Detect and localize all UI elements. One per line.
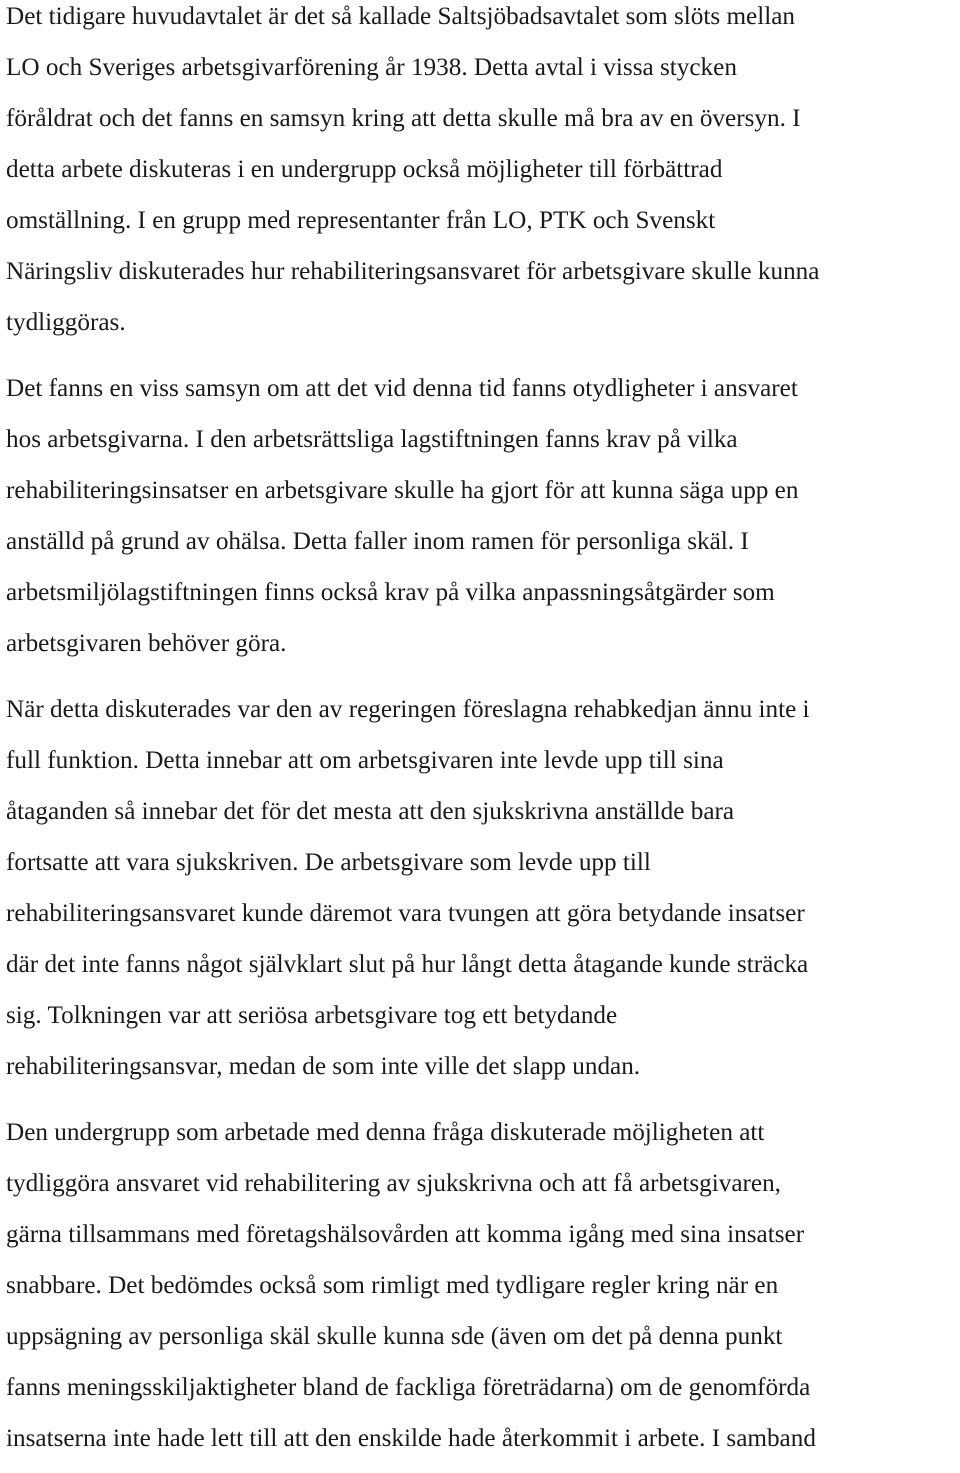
text-line: anställd på grund av ohälsa. Detta faller inom ramen för personliga skäl. I	[6, 528, 749, 555]
text-line: fanns meningsskiljaktigheter bland de fackliga företrädarna) om de genomförda	[6, 1374, 811, 1401]
text-line: där det inte fanns något självklart slut på hur långt detta åtagande kunde sträcka	[6, 951, 809, 978]
text-line: fortsatte att vara sjukskriven. De arbetsgivare som levde upp till	[6, 849, 651, 876]
text-line: uppsägning av personliga skäl skulle kunna sde (även om det på denna punkt	[6, 1323, 783, 1350]
text-line: rehabiliteringsansvaret kunde däremot vara tvungen att göra betydande insatser	[6, 900, 805, 927]
text-line: arbetsmiljölagstiftningen finns också krav på vilka anpassningsåtgärder som	[6, 579, 775, 606]
text-line: åtaganden så innebar det för det mesta att den sjukskrivna anställde bara	[6, 798, 735, 825]
text-line: tydliggöras.	[6, 309, 126, 336]
text-line: detta arbete diskuteras i en undergrupp också möjligheter till förbättrad	[6, 156, 723, 183]
text-line: insatserna inte hade lett till att den enskilde hade återkommit i arbete. I samband	[6, 1425, 816, 1452]
text-line: Näringsliv diskuterades hur rehabiliteringsansvaret för arbetsgivare skulle kunna	[6, 258, 820, 285]
text-line: rehabiliteringsinsatser en arbetsgivare skulle ha gjort för att kunna säga upp en	[6, 477, 799, 504]
text-line: snabbare. Det bedömdes också som rimligt med tydligare regler kring när en	[6, 1272, 779, 1299]
paragraph-undergrupp	[6, 1107, 960, 1464]
text-line: arbetsgivaren behöver göra.	[6, 630, 287, 657]
text-line: tydliggöra ansvaret vid rehabilitering av sjukskrivna och att få arbetsgivaren,	[6, 1170, 781, 1197]
paragraph-rehabkedjan	[6, 684, 960, 1092]
text-line: Det tidigare huvudavtalet är det så kallade Saltsjöbadsavtalet som slöts mellan	[6, 3, 795, 30]
paragraph-saltsjobadsavtalet	[6, 0, 960, 348]
text-line: När detta diskuterades var den av regeringen föreslagna rehabkedjan ännu inte i	[6, 696, 810, 723]
text-line: föråldrat och det fanns en samsyn kring att detta skulle må bra av en översyn. I	[6, 105, 801, 132]
text-line: sig. Tolkningen var att seriösa arbetsgivare tog ett betydande	[6, 1002, 618, 1029]
text-line: Det fanns en viss samsyn om att det vid denna tid fanns otydligheter i ansvaret	[6, 375, 798, 402]
text-line: rehabiliteringsansvar, medan de som inte ville det slapp undan.	[6, 1053, 641, 1080]
text-line: full funktion. Detta innebar att om arbetsgivaren inte levde upp till sina	[6, 747, 724, 774]
text-line: omställning. I en grupp med representanter från LO, PTK och Svenskt	[6, 207, 716, 234]
text-line: gärna tillsammans med företagshälsovården att komma igång med sina insatser	[6, 1221, 805, 1248]
text-line: LO och Sveriges arbetsgivarförening år 1938. Detta avtal i vissa stycken	[6, 54, 737, 81]
text-line: hos arbetsgivarna. I den arbetsrättsliga lagstiftningen fanns krav på vilka	[6, 426, 738, 453]
text-line: Den undergrupp som arbetade med denna fråga diskuterade möjligheten att	[6, 1119, 765, 1146]
paragraph-otydligheter-ansvaret	[6, 363, 960, 669]
